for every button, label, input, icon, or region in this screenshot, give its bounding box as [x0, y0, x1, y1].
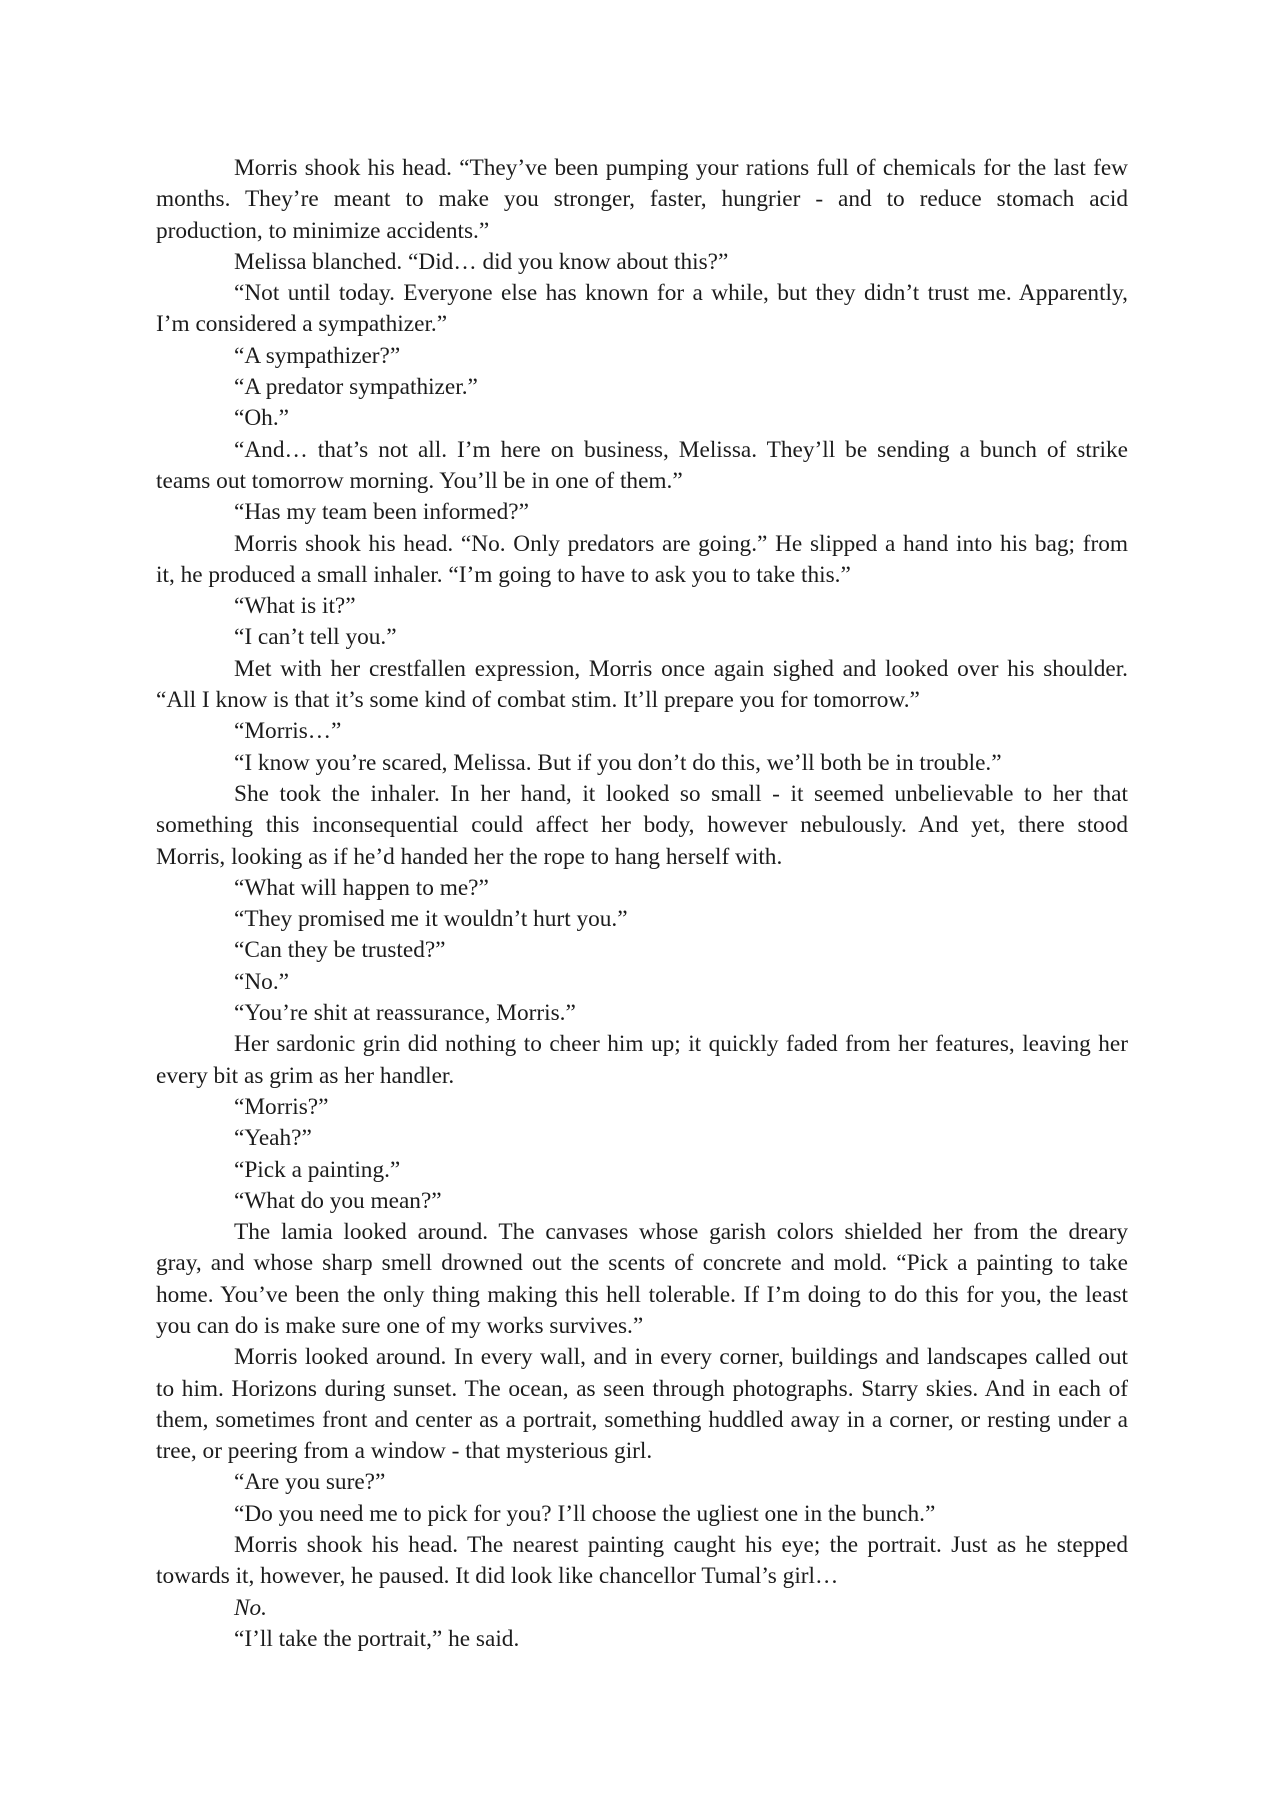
paragraph: [156, 529, 1128, 592]
text-line: home. You’ve been the only thing making this hell tolerable. If I’m doing to do this for you, the least: [156, 1281, 1128, 1308]
text-line: to him. Horizons during sunset. The ocean, as seen through photographs. Starry skies. And in each of: [156, 1375, 1128, 1402]
paragraph: [156, 967, 1128, 998]
text-line: “I know you’re scared, Melissa. But if you don’t do this, we’ll both be in trouble.”: [234, 749, 1002, 776]
text-line: “A sympathizer?”: [234, 342, 401, 369]
paragraph: [156, 873, 1128, 904]
text-line: Morris shook his head. The nearest painting caught his eye; the portrait. Just as he stepped: [234, 1532, 1128, 1559]
text-line: The lamia looked around. The canvases whose garish colors shielded her from the dreary: [234, 1219, 1128, 1246]
paragraph: [156, 935, 1128, 966]
paragraph: [156, 622, 1128, 653]
text-line: “What is it?”: [234, 593, 356, 620]
paragraph: [156, 1342, 1128, 1467]
text-line: Melissa blanched. “Did… did you know about this?”: [234, 248, 729, 275]
text-line: “Can they be trusted?”: [234, 937, 446, 964]
text-line: “They promised me it wouldn’t hurt you.”: [234, 906, 628, 933]
text-line: “Yeah?”: [234, 1125, 312, 1152]
paragraph: [156, 998, 1128, 1029]
text-line: “Pick a painting.”: [234, 1156, 401, 1183]
text-line: “Do you need me to pick for you? I’ll choose the ugliest one in the bunch.”: [234, 1500, 936, 1527]
text-line: Met with her crestfallen expression, Morris once again sighed and looked over his shoulder.: [234, 655, 1128, 682]
text-line: “Are you sure?”: [234, 1469, 386, 1496]
paragraph: [156, 1123, 1128, 1154]
text-line: Morris shook his head. “No. Only predators are going.” He slipped a hand into his bag; from: [234, 530, 1128, 557]
paragraph: [156, 278, 1128, 341]
text-line: “You’re shit at reassurance, Morris.”: [234, 1000, 576, 1027]
text-line: “What do you mean?”: [234, 1187, 442, 1214]
text-line: “No.”: [234, 968, 289, 995]
text-line: “Morris…”: [234, 718, 342, 745]
text-line: “Morris?”: [234, 1093, 329, 1120]
text-line: Morris, looking as if he’d handed her the rope to hang herself with.: [156, 843, 783, 870]
paragraph: [156, 654, 1128, 717]
text-line: “All I know is that it’s some kind of combat stim. It’ll prepare you for tomorrow.”: [156, 687, 920, 714]
paragraph: [156, 1624, 1128, 1655]
text-line: “Not until today. Everyone else has known for a while, but they didn’t trust me. Apparently,: [234, 280, 1128, 307]
text-line: it, he produced a small inhaler. “I’m going to have to ask you to take this.”: [156, 561, 851, 588]
text-line: I’m considered a sympathizer.”: [156, 311, 448, 338]
paragraph: [156, 435, 1128, 498]
paragraph: [156, 497, 1128, 528]
paragraph: [156, 1467, 1128, 1498]
paragraph: [156, 341, 1128, 372]
paragraph: [156, 403, 1128, 434]
paragraph: [156, 372, 1128, 403]
paragraph: [156, 1155, 1128, 1186]
text-line: “Oh.”: [234, 405, 289, 432]
document-body: [156, 153, 1128, 1655]
text-line: “Has my team been informed?”: [234, 499, 529, 526]
paragraph: [156, 1092, 1128, 1123]
text-line: Her sardonic grin did nothing to cheer him up; it quickly faded from her features, leaving her: [234, 1031, 1128, 1058]
paragraph: [156, 1029, 1128, 1092]
text-line: Morris shook his head. “They’ve been pumping your rations full of chemicals for the last few: [234, 155, 1128, 181]
text-line: Morris looked around. In every wall, and in every corner, buildings and landscapes called out: [234, 1344, 1128, 1371]
paragraph: [156, 153, 1128, 247]
text-line: She took the inhaler. In her hand, it looked so small - it seemed unbelievable to her that: [234, 780, 1128, 807]
paragraph: [156, 1217, 1128, 1342]
text-line: every bit as grim as her handler.: [156, 1062, 455, 1089]
text-line: tree, or peering from a window - that mysterious girl.: [156, 1438, 653, 1465]
text-line: something this inconsequential could affect her body, however nebulously. And yet, there stood: [156, 812, 1128, 839]
text-line: “A predator sympathizer.”: [234, 374, 478, 401]
text-line: production, to minimize accidents.”: [156, 217, 490, 244]
paragraph: [156, 1499, 1128, 1530]
paragraph: [156, 1593, 1128, 1624]
text-line: months. They’re meant to make you stronger, faster, hungrier - and to reduce stomach acid: [156, 186, 1128, 213]
paragraph: [156, 716, 1128, 747]
paragraph: [156, 779, 1128, 873]
text-line: teams out tomorrow morning. You’ll be in one of them.”: [156, 467, 683, 494]
text-line: you can do is make sure one of my works survives.”: [156, 1312, 644, 1339]
paragraph: [156, 904, 1128, 935]
paragraph: [156, 1530, 1128, 1593]
paragraph: [156, 748, 1128, 779]
text-line: gray, and whose sharp smell drowned out the scents of concrete and mold. “Pick a painting to take: [156, 1250, 1128, 1277]
paragraph: [156, 591, 1128, 622]
text-line: towards it, however, he paused. It did look like chancellor Tumal’s girl…: [156, 1563, 839, 1590]
text-line: No.: [234, 1594, 268, 1621]
paragraph: [156, 1186, 1128, 1217]
text-line: “I’ll take the portrait,” he said.: [234, 1625, 520, 1652]
text-line: “I can’t tell you.”: [234, 624, 397, 651]
text-line: them, sometimes front and center as a portrait, something huddled away in a corner, or resting under a: [156, 1406, 1128, 1433]
text-line: “And… that’s not all. I’m here on business, Melissa. They’ll be sending a bunch of strike: [234, 436, 1128, 463]
text-line: “What will happen to me?”: [234, 874, 489, 901]
paragraph: [156, 247, 1128, 278]
